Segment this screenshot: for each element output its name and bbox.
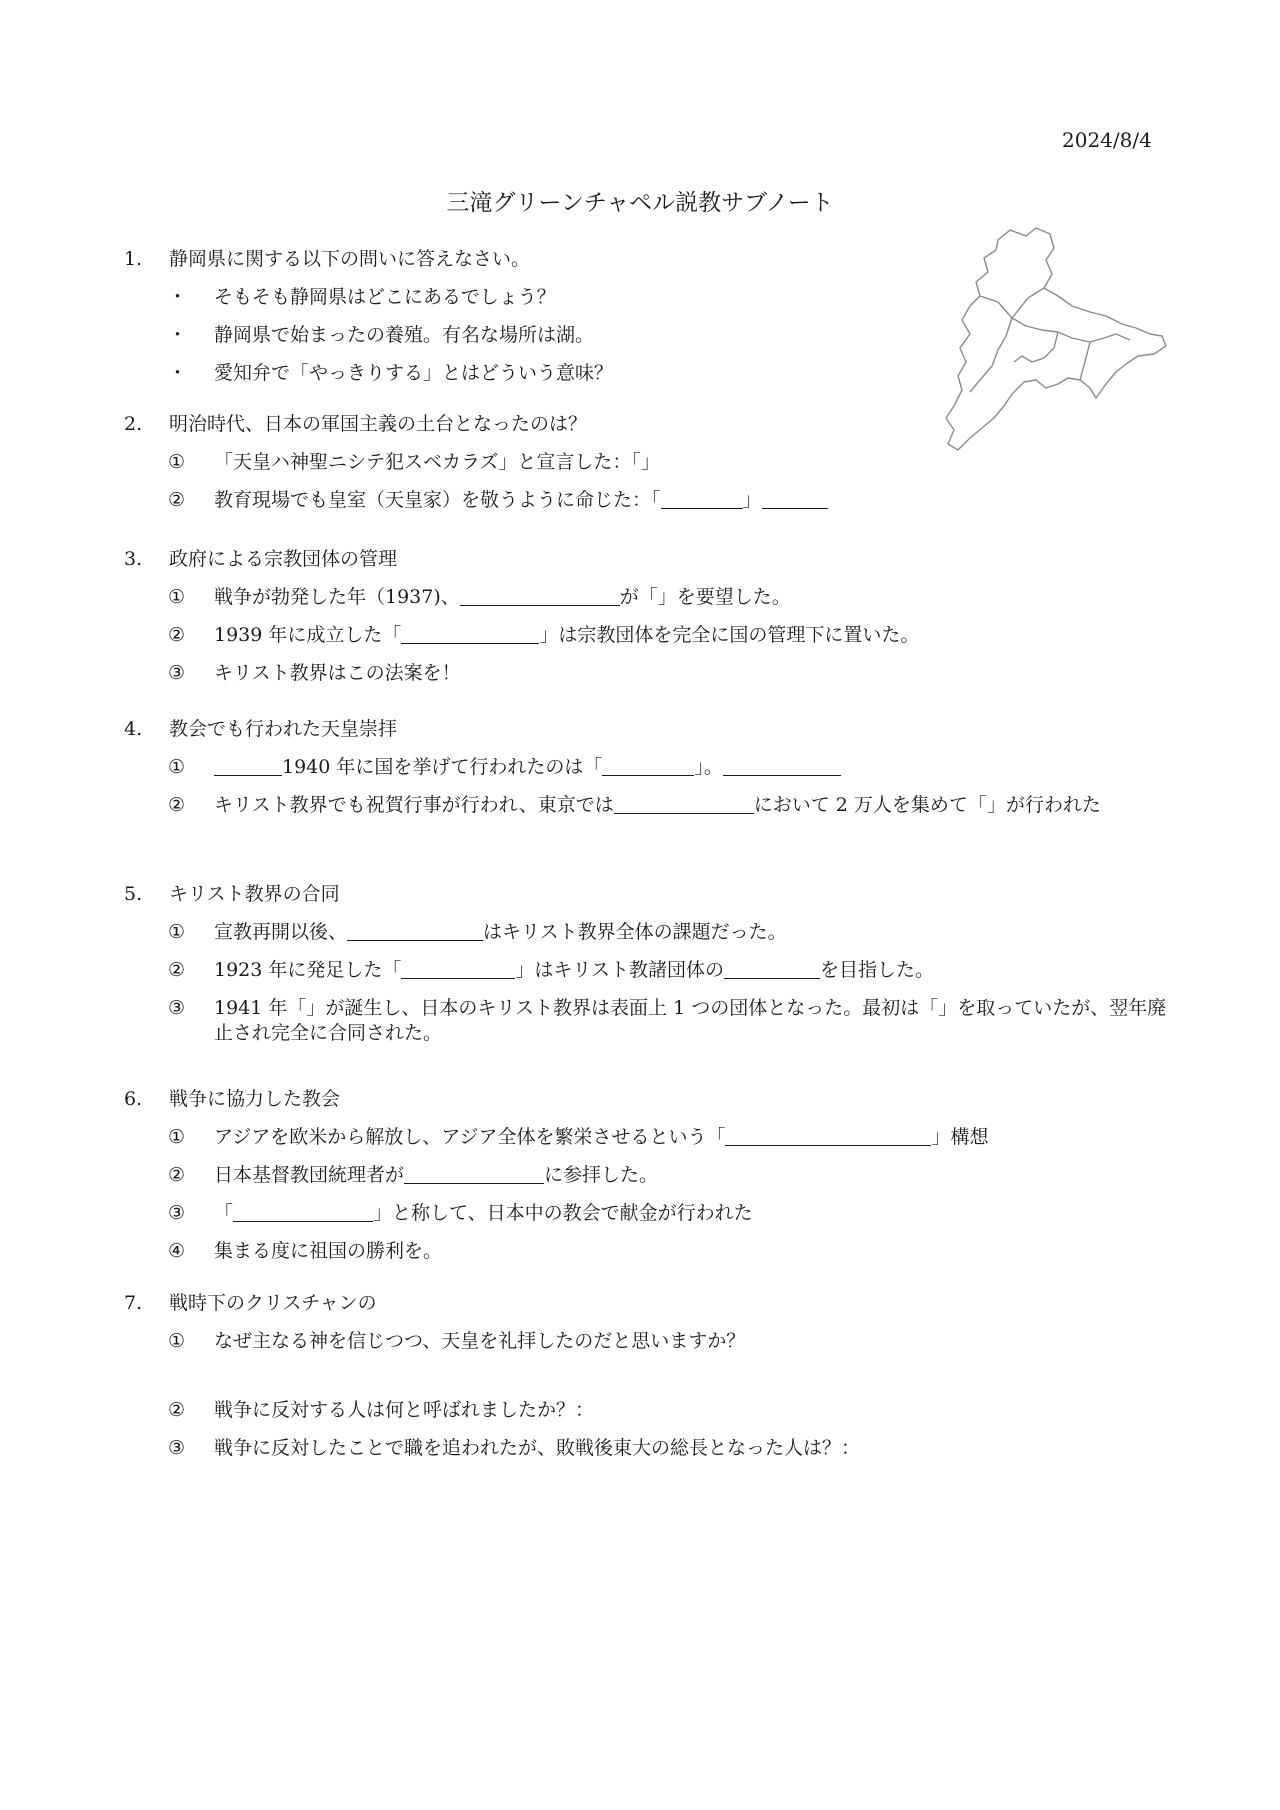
item-marker: ・ bbox=[168, 286, 188, 308]
item-marker: ③ bbox=[168, 997, 186, 1019]
item-text-part: 「天皇ハ神聖ニシテ犯スベカラズ」と宣言した：「 bbox=[214, 451, 641, 473]
question-item bbox=[124, 450, 1184, 475]
question-item bbox=[124, 661, 1184, 686]
question-heading-text: 静岡県に関する以下の問いに答えなさい。 bbox=[169, 248, 531, 270]
answer-blank[interactable] bbox=[460, 586, 620, 606]
question-heading-text: 教会でも行われた天皇崇拝 bbox=[169, 718, 398, 740]
question-item bbox=[124, 755, 1184, 780]
item-marker: ・ bbox=[168, 362, 188, 384]
item-text bbox=[214, 323, 1184, 348]
item-text-part: 」。 bbox=[694, 756, 723, 778]
question-heading bbox=[124, 1087, 1184, 1112]
item-text-part: 」 bbox=[742, 489, 762, 511]
question-number: 4. bbox=[124, 718, 143, 740]
item-text-part: を目指した。 bbox=[820, 959, 935, 981]
question-item bbox=[124, 1436, 1184, 1461]
question-section bbox=[124, 882, 1184, 1046]
question-item bbox=[124, 1125, 1184, 1150]
answer-blank[interactable] bbox=[347, 921, 483, 941]
question-item bbox=[124, 1398, 1184, 1423]
question-section bbox=[124, 412, 1184, 513]
question-item bbox=[124, 793, 1184, 818]
answer-blank[interactable] bbox=[404, 1164, 544, 1184]
item-marker: ② bbox=[168, 959, 186, 981]
item-text bbox=[214, 488, 1184, 513]
question-heading bbox=[124, 1291, 1184, 1316]
answer-blank[interactable] bbox=[401, 959, 515, 979]
item-text-part: 1939 年に成立した「 bbox=[214, 624, 402, 646]
item-marker: ① bbox=[168, 1330, 186, 1352]
item-text bbox=[214, 920, 1184, 945]
item-marker: ② bbox=[168, 794, 186, 816]
question-item bbox=[124, 996, 1184, 1046]
question-item bbox=[124, 1239, 1184, 1264]
item-text: そもそも静岡県はどこにあるでしょう？ bbox=[214, 286, 556, 308]
item-text bbox=[214, 996, 1184, 1046]
question-section bbox=[124, 247, 1184, 386]
item-text bbox=[214, 1239, 1184, 1264]
item-text-part: ！ bbox=[441, 662, 461, 684]
item-text-part: 」を要望した。 bbox=[657, 586, 791, 608]
question-heading bbox=[124, 547, 1184, 572]
item-text bbox=[214, 623, 1184, 648]
item-marker: ① bbox=[168, 756, 186, 778]
item-text-part: の養殖。有名な場所は bbox=[366, 324, 557, 346]
item-text bbox=[214, 958, 1184, 983]
item-marker: ② bbox=[168, 489, 186, 511]
answer-blank[interactable] bbox=[602, 756, 694, 776]
question-section bbox=[124, 1087, 1184, 1264]
question-number: 5. bbox=[124, 883, 143, 905]
answer-blank[interactable] bbox=[401, 624, 539, 644]
item-text bbox=[214, 1163, 1184, 1188]
question-item bbox=[124, 585, 1184, 610]
item-marker: ① bbox=[168, 586, 186, 608]
item-text-part: 教育現場でも皇室（天皇家）を敬うように命じた：「 bbox=[214, 489, 661, 511]
question-section bbox=[124, 717, 1184, 818]
item-text-part: 」 bbox=[986, 794, 1006, 816]
item-text: 戦争に反対する人は何と呼ばれましたか？： bbox=[214, 1399, 595, 1421]
item-text-part: 集まる度に祖国の勝利を bbox=[214, 1240, 424, 1262]
item-text-part: が行われた bbox=[1005, 794, 1101, 816]
item-marker: ① bbox=[168, 1126, 186, 1148]
item-text-part: 」構想 bbox=[931, 1126, 989, 1148]
answer-blank[interactable] bbox=[614, 794, 754, 814]
item-marker: ④ bbox=[168, 1240, 186, 1262]
question-heading-text: キリスト教界の合同 bbox=[169, 883, 340, 905]
item-text-part: 」はキリスト教諸団体の bbox=[515, 959, 725, 981]
question-item bbox=[124, 361, 1184, 386]
question-item bbox=[124, 1163, 1184, 1188]
item-text-part: 。 bbox=[423, 1240, 443, 1262]
item-text-part: が「 bbox=[619, 586, 658, 608]
question-heading-text: 戦時下のクリスチャンの bbox=[169, 1292, 377, 1314]
item-marker: ③ bbox=[168, 662, 186, 684]
item-text-part: 」 bbox=[640, 451, 660, 473]
item-text bbox=[214, 585, 1184, 610]
question-number: 2. bbox=[124, 413, 143, 435]
answer-blank[interactable] bbox=[725, 1126, 931, 1146]
question-item bbox=[124, 1201, 1184, 1226]
item-text-part: 「 bbox=[919, 997, 939, 1019]
question-number: 1. bbox=[124, 248, 143, 270]
item-marker: ② bbox=[168, 1399, 186, 1421]
question-item bbox=[124, 920, 1184, 945]
item-text-part: アジアを欧米から解放し、アジア全体を繁栄させるという「 bbox=[214, 1126, 726, 1148]
item-text-part: において 2 万人を集めて「 bbox=[753, 794, 987, 816]
question-heading bbox=[124, 247, 1184, 272]
answer-blank[interactable] bbox=[214, 756, 282, 776]
answer-blank[interactable] bbox=[723, 756, 841, 776]
item-marker: ② bbox=[168, 624, 186, 646]
item-text bbox=[214, 755, 1184, 780]
question-item bbox=[124, 1329, 1184, 1354]
question-item bbox=[124, 323, 1184, 348]
item-text: 戦争に反対したことで職を追われたが、敗戦後東大の総長となった人は？： bbox=[214, 1437, 861, 1459]
item-marker: ① bbox=[168, 451, 186, 473]
question-number: 7. bbox=[124, 1292, 143, 1314]
item-text-part: 」が誕生し、日本のキリスト教界は表面上 1 つの団体となった。最初は bbox=[306, 997, 920, 1019]
item-text-part: 戦争が勃発した年（1937)、 bbox=[214, 586, 460, 608]
answer-blank[interactable] bbox=[762, 489, 828, 509]
item-marker: ③ bbox=[168, 1437, 186, 1459]
item-text-part: 」と称して、日本中の教会で献金が行われた bbox=[373, 1202, 753, 1224]
item-marker: ③ bbox=[168, 1202, 186, 1224]
item-text bbox=[214, 661, 1184, 686]
answer-blank[interactable] bbox=[661, 489, 743, 509]
item-text-part: 静岡県で始まった bbox=[214, 324, 367, 346]
item-text-part: キリスト教界はこの法案を bbox=[214, 662, 442, 684]
item-text-part: 1940 年に国を挙げて行われたのは「 bbox=[282, 756, 603, 778]
question-section bbox=[124, 1291, 1184, 1461]
item-text-part: キリスト教界でも祝賀行事が行われ、東京では bbox=[214, 794, 614, 816]
item-text bbox=[214, 450, 1184, 475]
question-number: 6. bbox=[124, 1088, 143, 1110]
question-heading bbox=[124, 882, 1184, 907]
item-text-part: 「 bbox=[214, 1202, 234, 1224]
item-text: なぜ主なる神を信じつつ、天皇を礼拝したのだと思いますか？ bbox=[214, 1330, 746, 1352]
page-title: 三滝グリーンチャペル説教サブノート bbox=[446, 190, 834, 216]
item-text bbox=[214, 1201, 1184, 1226]
item-text-part: 宣教再開以後、 bbox=[214, 921, 348, 943]
question-item bbox=[124, 285, 1184, 310]
question-number: 3. bbox=[124, 548, 143, 570]
item-text-part: 日本基督教団統理者が bbox=[214, 1164, 405, 1186]
question-heading bbox=[124, 717, 1184, 742]
answer-blank[interactable] bbox=[724, 959, 820, 979]
question-heading-text: 戦争に協力した教会 bbox=[169, 1088, 341, 1110]
question-item bbox=[124, 958, 1184, 983]
item-marker: ・ bbox=[168, 324, 188, 346]
answer-blank[interactable] bbox=[233, 1202, 373, 1222]
item-text-part: はキリスト教界全体の課題だった。 bbox=[483, 921, 787, 943]
item-text-part: 」を取っていたが、翌年廃止され完全に合同された。 bbox=[214, 997, 1167, 1044]
item-text-part: に参拝した。 bbox=[544, 1164, 659, 1186]
question-item bbox=[124, 623, 1184, 648]
item-text bbox=[214, 1125, 1184, 1150]
item-text bbox=[214, 793, 1184, 818]
item-marker: ① bbox=[168, 921, 186, 943]
item-marker: ② bbox=[168, 1164, 186, 1186]
question-heading-text: 明治時代、日本の軍国主義の土台となったのは？ bbox=[169, 413, 588, 435]
question-section bbox=[124, 547, 1184, 686]
date: 2024/8/4 bbox=[1062, 128, 1152, 152]
item-text-part: 湖。 bbox=[556, 324, 595, 346]
item-text: 愛知弁で「やっきりする」とはどういう意味？ bbox=[214, 362, 614, 384]
item-text-part: 」は宗教団体を完全に国の管理下に置いた。 bbox=[539, 624, 920, 646]
item-text-part: 1923 年に発足した「 bbox=[214, 959, 402, 981]
question-item bbox=[124, 488, 1184, 513]
question-heading bbox=[124, 412, 1184, 437]
item-text-part: 1941 年「 bbox=[214, 997, 307, 1019]
question-heading-text: 政府による宗教団体の管理 bbox=[169, 548, 398, 570]
